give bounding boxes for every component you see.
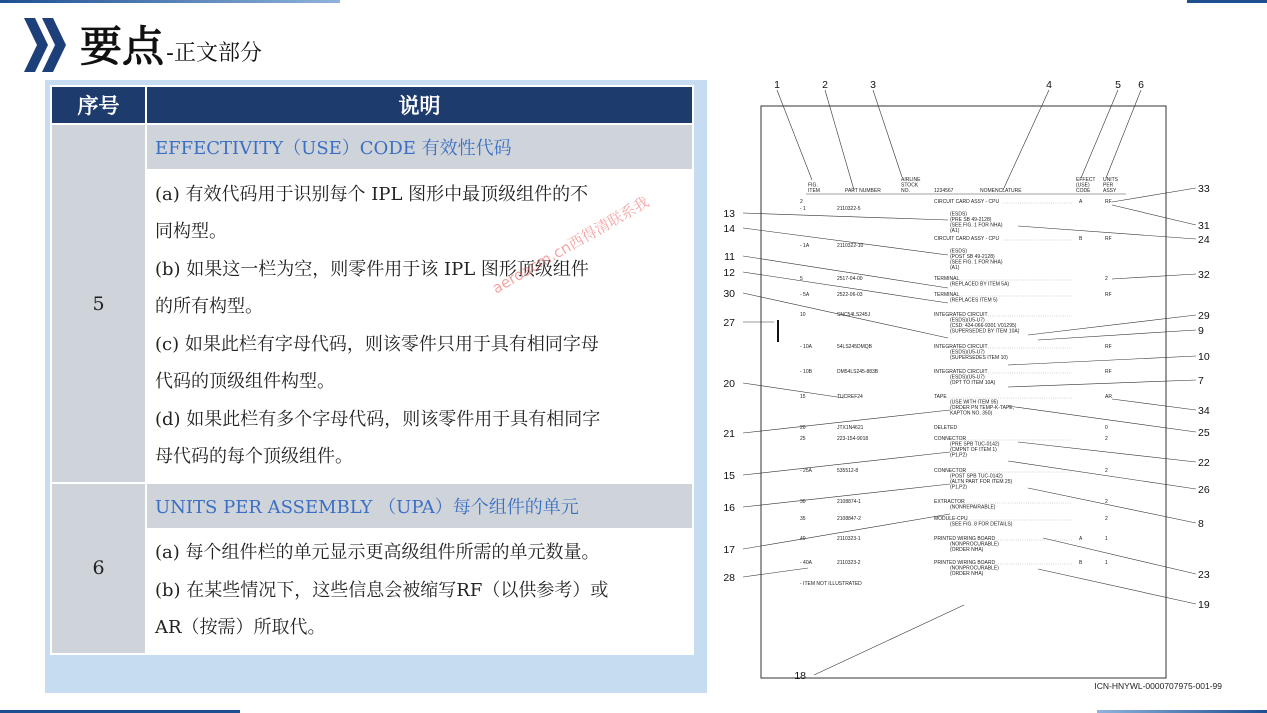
entry-note: (ESDS)(U5-U7) <box>950 349 985 356</box>
callout-number: 34 <box>1198 405 1210 417</box>
entry-item: 15 <box>800 394 806 400</box>
row-body <box>146 529 693 654</box>
header-effect-code: EFFECT <box>1076 177 1096 183</box>
entry-nomenclature: TERMINAL <box>934 292 960 298</box>
body-line: (b) 在某些情况下，这些信息会被缩写RF（以供参考）或 <box>155 579 609 601</box>
entry-nomenclature: CONNECTOR <box>934 436 967 442</box>
entry-note: (ESDS)(U5-U7) <box>950 374 985 381</box>
page-title-main: 要点 <box>80 22 165 71</box>
entry-nomenclature: TAPE <box>934 394 947 400</box>
entry-effect-code: B <box>1079 560 1083 566</box>
leader-line <box>743 568 808 577</box>
entry-note: (NONREPAIRABLE) <box>950 504 996 511</box>
parts-entry <box>800 243 1003 271</box>
entry-units: 2 <box>1105 436 1108 442</box>
entry-note: (A1) <box>950 265 960 271</box>
entry-units: RF <box>1105 292 1112 298</box>
table-row <box>51 529 693 654</box>
callout-number: 2 <box>822 80 828 91</box>
parts-entry <box>800 312 1072 335</box>
callout-number: 18 <box>794 670 806 682</box>
page-title <box>80 16 262 72</box>
table-row <box>51 124 693 170</box>
parts-entry <box>800 536 1108 553</box>
entry-nomenclature: INTEGRATED CIRCUIT <box>934 369 988 375</box>
body-line: (a) 每个组件栏的单元显示更高级组件所需的单元数量。 <box>155 542 600 563</box>
callout-number: 1 <box>774 80 780 91</box>
double-chevron-icon <box>24 18 70 72</box>
body-line: 母代码的每个顶级组件。 <box>155 446 353 467</box>
entry-nomenclature: TERMINAL <box>934 276 960 282</box>
leader-line <box>1038 330 1196 340</box>
entry-item: 40 <box>800 536 806 542</box>
entry-item: 30 <box>800 499 806 505</box>
parts-entry <box>800 516 1108 528</box>
parts-entry <box>800 206 1003 234</box>
entry-part-number: 223-154-9018 <box>837 436 869 442</box>
entry-part-number: DM54LS245-883B <box>837 369 879 375</box>
entry-item: 2 <box>800 199 803 205</box>
parts-entry <box>934 236 1112 242</box>
parts-entry <box>800 276 1108 288</box>
leader-line <box>1106 90 1141 178</box>
entry-note: (ALTN PART FOR ITEM 25) <box>950 479 1013 485</box>
callout-number: 31 <box>1198 220 1210 232</box>
leader-line <box>1112 188 1196 202</box>
entry-item: - 10A <box>800 344 812 350</box>
callout-number: 33 <box>1198 183 1210 195</box>
callout-number: 13 <box>723 208 735 220</box>
callout-number: 11 <box>724 251 735 263</box>
callout-number: 15 <box>723 470 735 482</box>
entry-units: 1 <box>1105 536 1108 542</box>
callout-number: 19 <box>1198 599 1210 611</box>
header-fig-item: ITEM <box>808 188 820 194</box>
row-number: 6 <box>51 483 146 654</box>
entry-note: (P1,P2) <box>950 452 967 459</box>
entry-item: 10 <box>800 312 806 318</box>
header-units-per-assy: PER <box>1103 182 1114 189</box>
entry-part-number: 2108874-1 <box>837 499 861 505</box>
entry-item: 35 <box>800 516 806 522</box>
entry-part-number: 2517-04-00 <box>837 276 863 282</box>
entry-note: (POST SPB TUC-0142) <box>950 473 1003 480</box>
entry-units: 2 <box>1105 276 1108 282</box>
entry-effect-code: A <box>1079 536 1083 542</box>
entry-note: (ESDS)(U5-U7) <box>950 317 985 324</box>
leader-line <box>825 90 854 190</box>
entry-note: (NONPROCURABLE) <box>950 541 999 548</box>
entry-note: (NONPROCURABLE) <box>950 565 999 572</box>
entry-item: - 25A <box>800 468 812 474</box>
callout-number: 16 <box>723 502 735 514</box>
leader-line <box>1008 461 1196 489</box>
body-line: (c) 如果此栏有字母代码，则该零件只用于具有相同字母 <box>155 333 599 355</box>
row-heading: EFFECTIVITY（USE）CODE 有效性代码 <box>146 124 693 170</box>
leader-line <box>1018 442 1196 462</box>
entry-effect-code: A <box>1079 199 1083 205</box>
entry-note: (ORDER NHA) <box>950 547 984 553</box>
callout-number: 3 <box>870 80 876 91</box>
entry-note: (REPLACED BY ITEM 5A) <box>950 281 1010 288</box>
leader-line <box>873 90 902 177</box>
entry-note: (A1) <box>950 228 960 234</box>
callout-number: 24 <box>1198 234 1210 246</box>
entry-item: - ITEM NOT ILLUSTRATED <box>800 581 862 587</box>
callout-number: 5 <box>1115 80 1121 91</box>
entry-item: - 1 <box>800 206 806 212</box>
entry-part-number: 2108847-2 <box>837 516 861 522</box>
explanation-table <box>50 85 694 655</box>
header-fig-item: FIG. <box>808 182 818 189</box>
body-line: 的所有构型。 <box>155 296 263 317</box>
header-effect-code: (USE) <box>1076 182 1090 189</box>
entry-note: (USE WITH ITEM 95) <box>950 399 999 406</box>
leader-line <box>1008 356 1196 365</box>
callout-number: 32 <box>1198 269 1210 281</box>
leader-line <box>1081 90 1118 178</box>
parts-entry <box>800 394 1112 417</box>
leader-line <box>1028 488 1196 523</box>
entry-nomenclature: INTEGRATED CIRCUIT <box>934 344 988 350</box>
entry-nomenclature: CONNECTOR <box>934 468 967 474</box>
callout-number: 25 <box>1198 427 1210 439</box>
row-heading: UNITS PER ASSEMBLY （UPA）每个组件的单元 <box>146 483 693 529</box>
parts-entry <box>800 499 1108 511</box>
callout-number: 22 <box>1198 457 1210 469</box>
leader-line <box>1112 399 1196 410</box>
entry-units: 2 <box>1105 516 1108 522</box>
header-nomenclature: NOMENCLATURE <box>980 188 1022 194</box>
callout-number: 20 <box>723 378 735 390</box>
entry-part-number: SNC54LS245J <box>837 312 871 318</box>
top-accent-bar-right <box>1187 0 1267 3</box>
header-airline-stock: NO. <box>901 188 910 194</box>
callout-number: 23 <box>1198 569 1210 581</box>
callout-number: 17 <box>723 544 735 556</box>
header-nomen-number: 1234567 <box>934 188 954 194</box>
entry-nomenclature: PRINTED WIRING BOARD <box>934 560 996 566</box>
ipl-figure-drawing <box>708 80 1234 693</box>
callout-number: 21 <box>723 428 735 440</box>
col-header-number: 序号 <box>51 86 146 124</box>
entry-note: KAPTON NO. 350) <box>950 410 993 417</box>
callout-number: 10 <box>1198 351 1210 363</box>
entry-nomenclature: EXTRACTOR <box>934 499 965 505</box>
entry-note: (PRE SPB TUC-0142) <box>950 441 1000 448</box>
ipl-figure <box>708 80 1234 693</box>
leader-line <box>743 256 948 288</box>
parts-entry <box>800 199 1112 205</box>
entry-nomenclature: CIRCUIT CARD ASSY - CPU <box>934 199 1000 205</box>
entry-part-number: 2110322-10 <box>837 243 864 249</box>
entry-nomenclature: MODULE-CPU <box>934 516 968 522</box>
entry-item: 20 <box>800 425 806 431</box>
body-line: 同构型。 <box>155 221 227 242</box>
callout-number: 30 <box>723 288 735 300</box>
parts-entry <box>800 425 1108 431</box>
entry-note: (POST SB 49-2128) <box>950 254 995 260</box>
entry-note: (ESDS) <box>950 211 967 218</box>
callout-number: 26 <box>1198 484 1210 496</box>
entry-units: AR <box>1105 394 1112 400</box>
entry-item: - 5A <box>800 292 810 298</box>
leader-line <box>1008 380 1196 387</box>
entry-units: 2 <box>1105 499 1108 505</box>
col-header-description: 说明 <box>146 86 693 124</box>
entry-note: (ESDS) <box>950 248 967 255</box>
entry-note: (SEE FIG. 1 FOR NHA) <box>950 222 1003 229</box>
entry-item: - 10B <box>800 369 812 375</box>
body-line: 代码的顶级组件构型。 <box>155 371 335 392</box>
leader-line <box>743 228 948 255</box>
row-number: 5 <box>51 124 146 483</box>
entry-part-number: 54LS245DMQB <box>837 344 873 350</box>
body-line: AR（按需）所取代。 <box>155 617 326 638</box>
watermark: aeroacm.cn西得清联系我 <box>489 192 653 298</box>
page-title-sub: -正文部分 <box>166 41 262 66</box>
entry-note: (CSD: 434-066-9301 V01295) <box>950 323 1017 329</box>
parts-entries <box>800 199 1112 587</box>
callout-number: 14 <box>723 223 735 235</box>
header-units-per-assy: UNITS <box>1103 177 1118 183</box>
entry-nomenclature: INTEGRATED CIRCUIT <box>934 312 988 318</box>
entry-part-number: 2110322-5 <box>837 206 861 212</box>
leader-line <box>1038 569 1196 604</box>
header-airline-stock: AIRLINE <box>901 177 921 183</box>
entry-part-number: 2522-06-03 <box>837 292 863 298</box>
entry-units: 2 <box>1105 468 1108 474</box>
leader-line <box>1028 315 1196 335</box>
entry-note: (SEE FIG. 1 FOR NHA) <box>950 259 1003 266</box>
entry-units: RF <box>1105 199 1112 205</box>
parts-entry <box>800 468 1108 491</box>
header-airline-stock: STOCK <box>901 182 919 189</box>
callout-number: 9 <box>1198 325 1204 337</box>
callout-number: 8 <box>1198 518 1204 530</box>
table-row <box>51 483 693 529</box>
entry-item: - 1A <box>800 243 810 249</box>
entry-units: RF <box>1105 236 1112 242</box>
entry-note: (REPLACES ITEM 5) <box>950 297 998 304</box>
entry-units: RF <box>1105 369 1112 375</box>
entry-nomenclature: PRINTED WIRING BOARD <box>934 536 996 542</box>
callout-number: 7 <box>1198 375 1204 387</box>
entry-effect-code: B <box>1079 236 1083 242</box>
leader-line <box>1003 90 1049 190</box>
entry-units: 0 <box>1105 425 1108 431</box>
entry-item: - 40A <box>800 560 812 566</box>
entry-note: (SUPERSEDES ITEM 10) <box>950 355 1008 361</box>
entry-part-number: JTX1N4621 <box>837 425 864 431</box>
figure-id: ICN-HNYWL-0000707975-001-99 <box>1094 681 1222 691</box>
leader-line <box>1008 406 1196 432</box>
leader-line <box>1112 205 1196 225</box>
entry-note: (PRE SB 49-2128) <box>950 217 992 223</box>
leader-line <box>1112 274 1196 279</box>
top-accent-bar <box>0 0 340 3</box>
entry-note: (CMPNT OF ITEM 1) <box>950 447 997 453</box>
leader-line <box>777 90 812 180</box>
parts-entry <box>800 292 1112 304</box>
entry-note: (OPT TO ITEM 10A) <box>950 380 996 386</box>
entry-nomenclature: DELETED <box>934 425 958 431</box>
parts-entry <box>800 436 1108 459</box>
callout-number: 6 <box>1138 80 1144 91</box>
entry-note: (P1,P2) <box>950 484 967 491</box>
header-effect-code: CODE <box>1076 188 1091 194</box>
leader-line <box>743 213 948 220</box>
entry-note: (SEE FIG. 8 FOR DETAILS) <box>950 521 1013 528</box>
parts-entry <box>800 581 862 587</box>
leader-line <box>814 605 964 675</box>
entry-note: (ORDER PN TEMP-K-TAPE, <box>950 405 1014 411</box>
callout-number: 28 <box>723 572 735 584</box>
leader-line <box>743 383 844 398</box>
entry-part-number: 535512-8 <box>837 468 859 474</box>
entry-units: 1 <box>1105 560 1108 566</box>
entry-part-number: 2110323-2 <box>837 560 861 566</box>
header-units-per-assy: ASSY <box>1103 188 1117 194</box>
leader-line <box>1043 538 1196 574</box>
callout-number: 27 <box>723 317 735 329</box>
body-line: (a) 有效代码用于识别每个 IPL 图形中最顶级组件的不 <box>155 183 589 205</box>
parts-entry <box>800 344 1112 361</box>
header-part-number: PART NUMBER <box>845 188 881 194</box>
table-header-row <box>51 86 693 124</box>
entry-units: RF <box>1105 344 1112 350</box>
entry-note: (SUPERSEDED BY ITEM 10A) <box>950 328 1020 335</box>
entry-item: 25 <box>800 436 806 442</box>
entry-item: 5 <box>800 276 803 282</box>
body-line: (b) 如果这一栏为空，则零件用于该 IPL 图形顶级组件 <box>155 258 589 280</box>
column-headers <box>808 177 1119 194</box>
callout-number: 12 <box>723 267 735 279</box>
entry-note: (ORDER NHA) <box>950 571 984 577</box>
entry-part-number: TUCREF24 <box>837 394 863 400</box>
entry-nomenclature: CIRCUIT CARD ASSY - CPU <box>934 236 1000 242</box>
callout-number: 29 <box>1198 310 1210 322</box>
parts-entry <box>800 369 1112 386</box>
callout-number: 4 <box>1046 80 1052 91</box>
body-line: (d) 如果此栏有多个字母代码，则该零件用于具有相同字 <box>155 408 601 430</box>
entry-part-number: 2110323-1 <box>837 536 861 542</box>
